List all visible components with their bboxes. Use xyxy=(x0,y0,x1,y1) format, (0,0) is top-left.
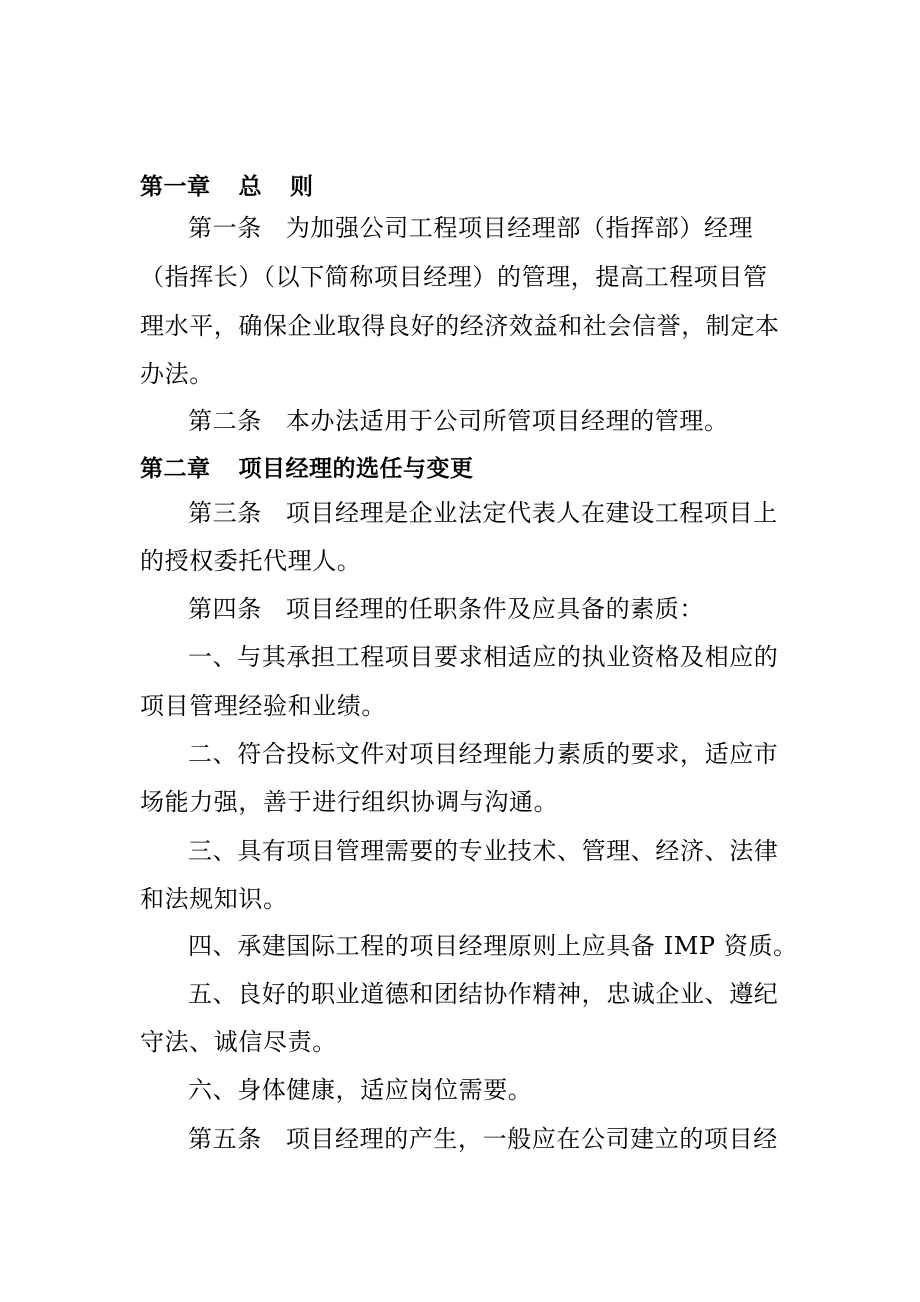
item-2-line-2: 场能力强，善于进行组织协调与沟通。 xyxy=(140,788,559,816)
article-1-label: 第一条 xyxy=(188,214,262,242)
item-5-line-2: 守法、诚信尽责。 xyxy=(140,1028,337,1056)
article-1-line-4: 办法。 xyxy=(140,360,214,388)
chapter-2-title: 项目经理的选任与变更 xyxy=(238,456,474,482)
item-3-line-1: 三、具有项目管理需要的专业技术、管理、经济、法律 xyxy=(188,837,779,865)
article-5-label: 第五条 xyxy=(188,1125,262,1153)
item-4-line-1: 四、承建国际工程的项目经理原则上应具备 IMP 资质。 xyxy=(188,932,798,960)
article-4-label: 第四条 xyxy=(188,595,262,623)
chapter-1-heading xyxy=(140,172,314,202)
article-5-text: 项目经理的产生，一般应在公司建立的项目经 xyxy=(285,1125,778,1153)
item-1-line-2: 项目管理经验和业绩。 xyxy=(140,692,386,720)
article-3-line-1 xyxy=(188,498,778,528)
article-1-line-1 xyxy=(188,213,753,243)
chapter-2-heading xyxy=(140,454,474,484)
article-4-text: 项目经理的任职条件及应具备的素质： xyxy=(285,595,705,623)
item-5-line-1: 五、良好的职业道德和团结协作精神，忠诚企业、遵纪 xyxy=(188,980,779,1008)
chapter-1-title-b: 则 xyxy=(290,174,314,200)
article-1-text: 为加强公司工程项目经理部（指挥部）经理 xyxy=(285,214,754,242)
article-4-line-1 xyxy=(188,594,704,624)
article-2-label: 第二条 xyxy=(188,407,262,435)
article-2-line-1 xyxy=(188,406,729,436)
item-3-line-2: 和法规知识。 xyxy=(140,885,288,913)
item-1-line-1: 一、与其承担工程项目要求相适应的执业资格及相应的 xyxy=(188,643,779,671)
chapter-1-number: 第一章 xyxy=(140,174,211,200)
article-3-label: 第三条 xyxy=(188,499,262,527)
article-5-line-1 xyxy=(188,1124,778,1154)
item-2-line-1: 二、符合投标文件对项目经理能力素质的要求，适应市 xyxy=(188,740,779,768)
article-1-line-3: 理水平，确保企业取得良好的经济效益和社会信誉，制定本 xyxy=(140,312,780,340)
item-6-line-1: 六、身体健康，适应岗位需要。 xyxy=(188,1076,533,1104)
chapter-2-number: 第二章 xyxy=(140,456,211,482)
article-3-line-2: 的授权委托代理人。 xyxy=(140,547,362,575)
article-1-line-2: （指挥长）（以下简称项目经理）的管理，提高工程项目管 xyxy=(140,263,768,291)
article-3-text: 项目经理是企业法定代表人在建设工程项目上 xyxy=(285,499,778,527)
article-2-text: 本办法适用于公司所管项目经理的管理。 xyxy=(285,407,729,435)
chapter-1-title-a: 总 xyxy=(238,174,262,200)
